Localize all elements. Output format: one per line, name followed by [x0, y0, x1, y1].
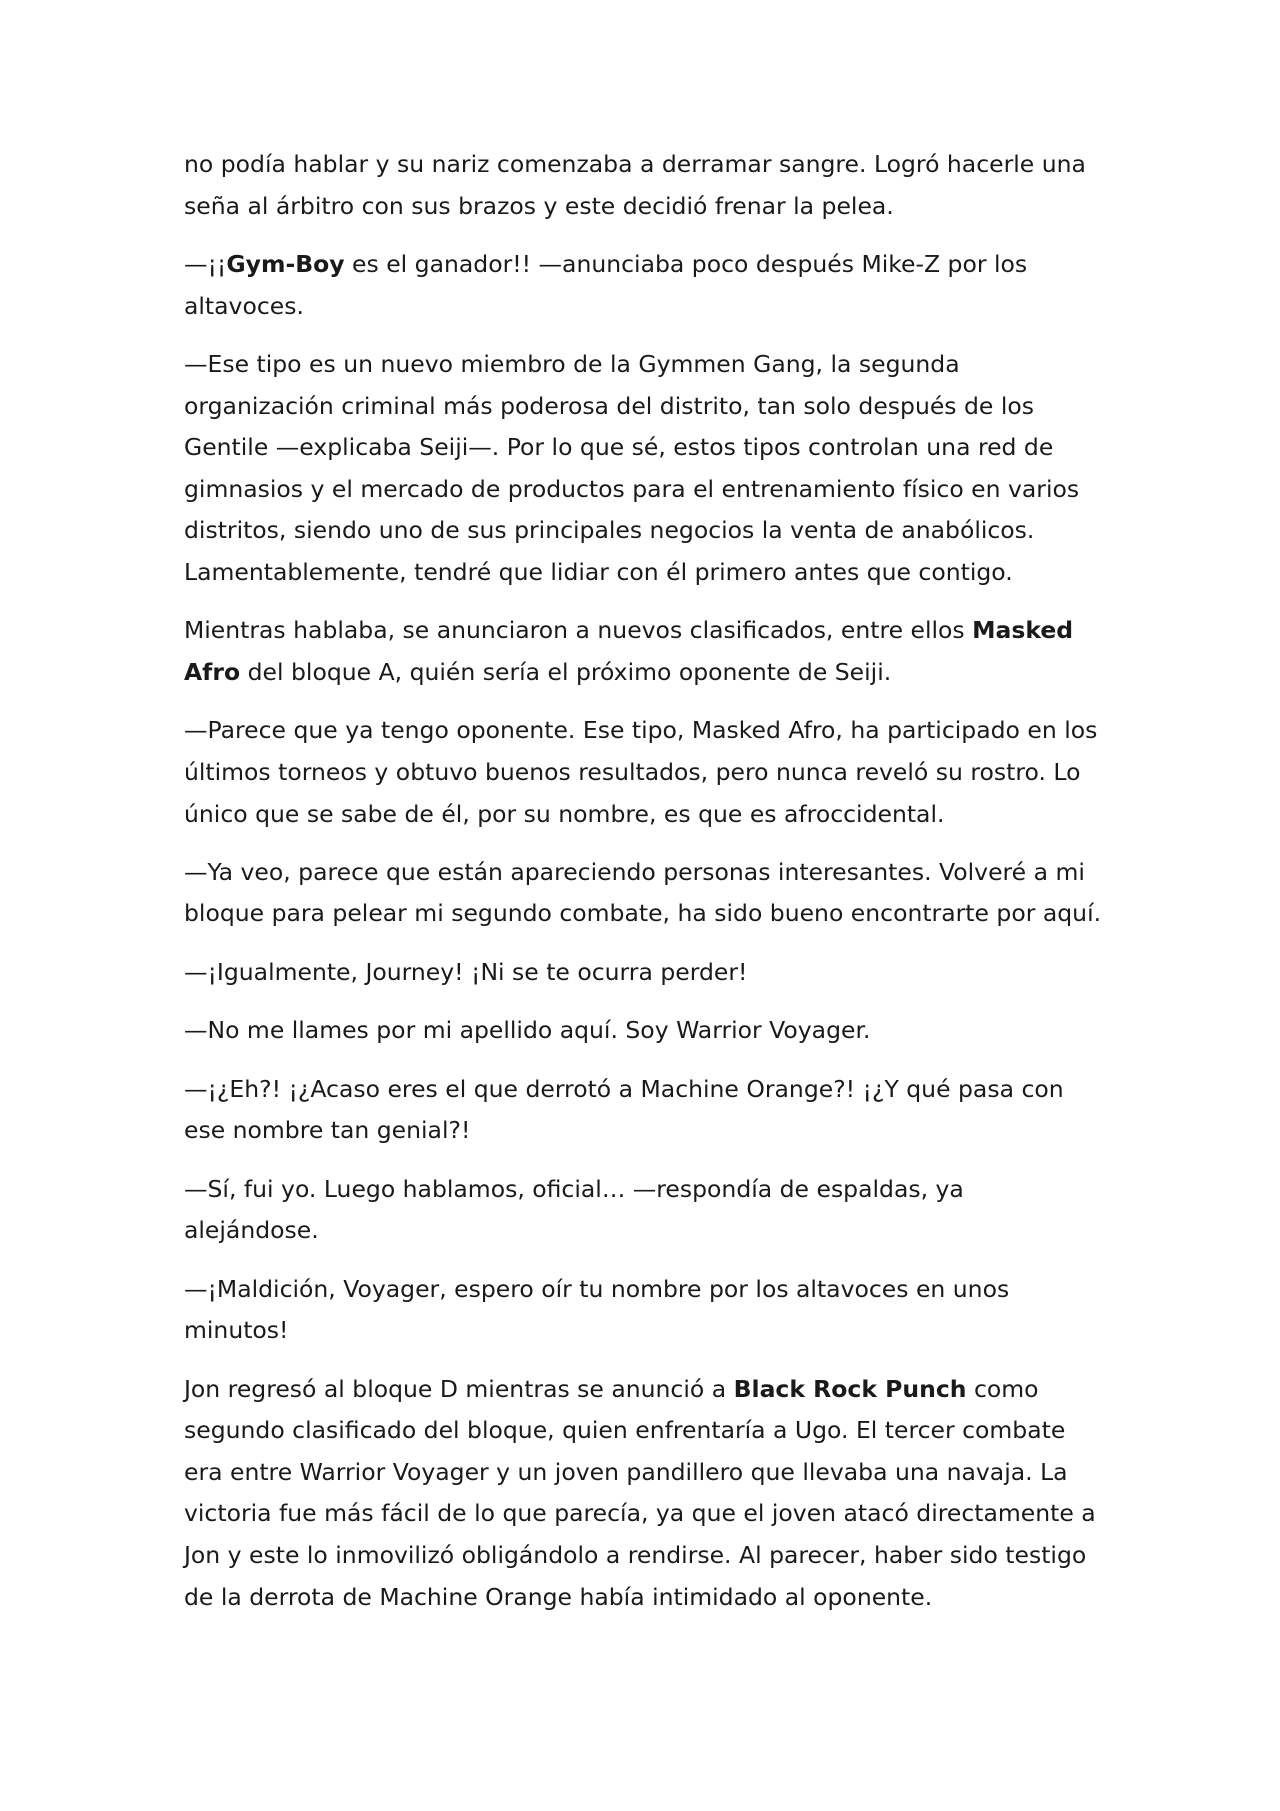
bold-name: Masked Afro	[184, 616, 1074, 686]
paragraph	[184, 144, 1104, 227]
text-run: del bloque A, quién sería el próximo oponente de Seiji.	[240, 657, 892, 686]
paragraph	[184, 1369, 1104, 1619]
text-run: es el ganador!! —anunciaba poco después Mike-Z por los altavoces.	[184, 249, 1028, 320]
paragraph	[184, 1010, 1104, 1052]
text-run: —¡Igualmente, Journey! ¡Ni se te ocurra perder!	[184, 957, 748, 986]
document-page	[184, 144, 1104, 1635]
text-run: —¡¡	[184, 249, 227, 278]
bold-name: Black Rock Punch	[733, 1374, 967, 1403]
text-run: no podía hablar y su nariz comenzaba a derramar sangre. Logró hacerle una seña al árbitro con sus brazos y este decidió frenar la pelea.	[184, 150, 1086, 220]
text-run: —Parece que ya tengo oponente. Ese tipo, Masked Afro, ha participado en los últimos torneos y obtuvo buenos resultados, pero nunca reveló su rostro. Lo único que se sabe de él, por su nombre, es que es afroccidental.	[184, 716, 1098, 828]
paragraph	[184, 952, 1104, 994]
text-run: Jon regresó al bloque D mientras se anunció a	[184, 1374, 734, 1403]
text-run: —¡Maldición, Voyager, espero oír tu nombre por los altavoces en unos minutos!	[184, 1274, 1010, 1345]
text-run: —¡¿Eh?! ¡¿Acaso eres el que derrotó a Machine Orange?! ¡¿Y qué pasa con ese nombre tan genial?!	[184, 1074, 1064, 1145]
paragraph	[184, 244, 1104, 327]
text-run: —Ya veo, parece que están apareciendo personas interesantes. Volveré a mi bloque para pelear mi segundo combate, ha sido bueno encontrarte por aquí.	[184, 857, 1102, 928]
paragraph	[184, 852, 1104, 935]
paragraph	[184, 1169, 1104, 1252]
text-run: Mientras hablaba, se anunciaron a nuevos clasificados, entre ellos	[184, 616, 973, 645]
text-run: como segundo clasificado del bloque, quien enfrentaría a Ugo. El tercer combate era entre Warrior Voyager y un joven pandillero que llevaba una navaja. La victoria fue más fácil de lo que parecía, ya que el joven atacó directamente a Jon y este lo inmovilizó obligándolo a rendirse. Al parecer, haber sido testigo de la derrota de Machine Orange había intimidado al oponente.	[184, 1374, 1096, 1611]
paragraph	[184, 1069, 1104, 1152]
bold-name: Gym-Boy	[226, 249, 345, 278]
paragraph	[184, 1269, 1104, 1352]
paragraph	[184, 344, 1104, 594]
text-run: —Ese tipo es un nuevo miembro de la Gymmen Gang, la segunda organización criminal más poderosa del distrito, tan solo después de los Gentile —explicaba Seiji—. Por lo que sé, estos tipos controlan una red de gimnasios y el mercado de productos para el entrenamiento físico en varios distritos, siendo uno de sus principales negocios la venta de anabólicos. Lamentablemente, tendré que lidiar con él primero antes que contigo.	[184, 349, 1080, 586]
paragraph	[184, 710, 1104, 835]
text-run: —Sí, fui yo. Luego hablamos, oficial… —respondía de espaldas, ya alejándose.	[184, 1174, 964, 1245]
text-run: —No me llames por mi apellido aquí. Soy Warrior Voyager.	[184, 1016, 871, 1045]
paragraph	[184, 610, 1104, 693]
